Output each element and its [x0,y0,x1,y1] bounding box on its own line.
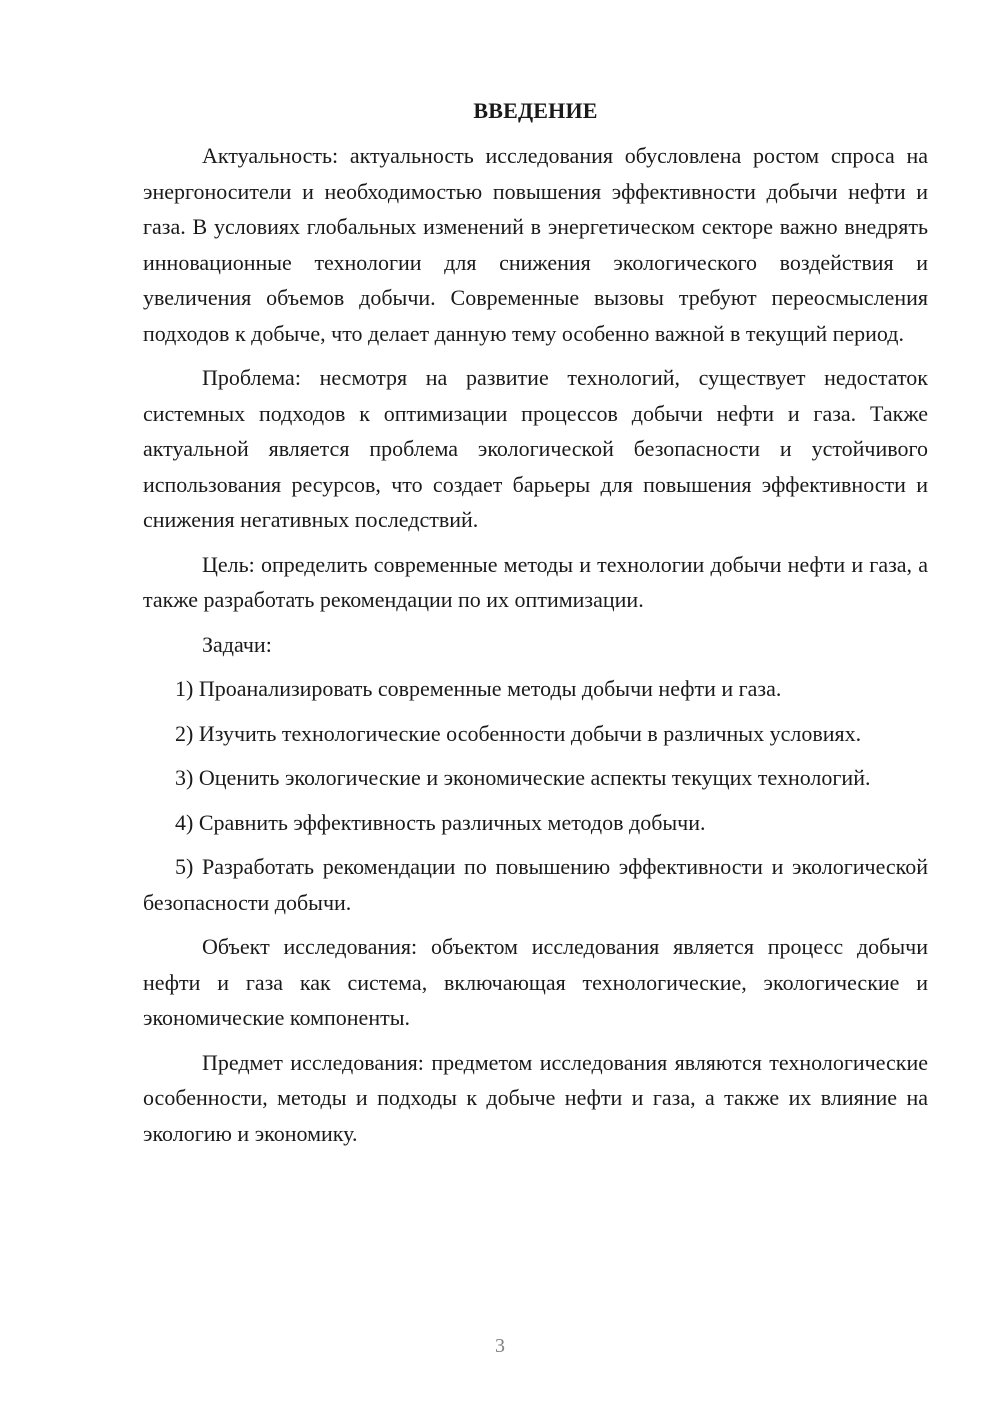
paragraph-goal: Цель: определить современные методы и технологии добычи нефти и газа, а также разработать рекомендации по их оптимизации. [143,551,928,612]
task-item-2: 2) Изучить технологические особенности добычи в различных условиях. [175,720,862,746]
tasks-label: Задачи: [202,631,272,657]
page-content [143,96,928,1160]
task-item-3: 3) Оценить экологические и экономические аспекты текущих технологий. [175,765,871,790]
task-item-1: 1) Проанализировать современные методы добычи нефти и газа. [175,676,782,701]
paragraph-subject: Предмет исследования: предметом исследования являются технологические особенности, методы и подходы к добыче нефти и газа, а также их влияние на экологию и экономику. [143,1049,928,1146]
task-item-5: 5) Разработать рекомендации по повышению эффективности и экологической безопасности добычи. [143,854,928,915]
paragraph-relevance: Актуальность: актуальность исследования обусловлена ростом спроса на энергоносители и необходимостью повышения эффективности добычи нефти и газа. В условиях глобальных изменений в энергетическом секторе важно внедрять инновационные технологии для снижения экологического воздействия и увеличения объемов добычи. Современные вызовы требуют переосмысления подходов к добыче, что делает данную тему особенно важной в текущий период. [143,143,928,346]
task-item-4: 4) Сравнить эффективность различных методов добычи. [175,809,706,835]
section-heading: ВВЕДЕНИЕ [473,98,598,123]
page-number: 3 [495,1335,505,1357]
paragraph-object: Объект исследования: объектом исследования является процесс добычи нефти и газа как система, включающая технологические, экологические и экономические компоненты. [143,934,928,1030]
paragraph-problem: Проблема: несмотря на развитие технологий, существует недостаток системных подходов к оптимизации процессов добычи нефти и газа. Также актуальной является проблема экологической безопасности и устойчивого использования ресурсов, что создает барьеры для повышения эффективности и снижения негативных последствий. [143,365,928,532]
